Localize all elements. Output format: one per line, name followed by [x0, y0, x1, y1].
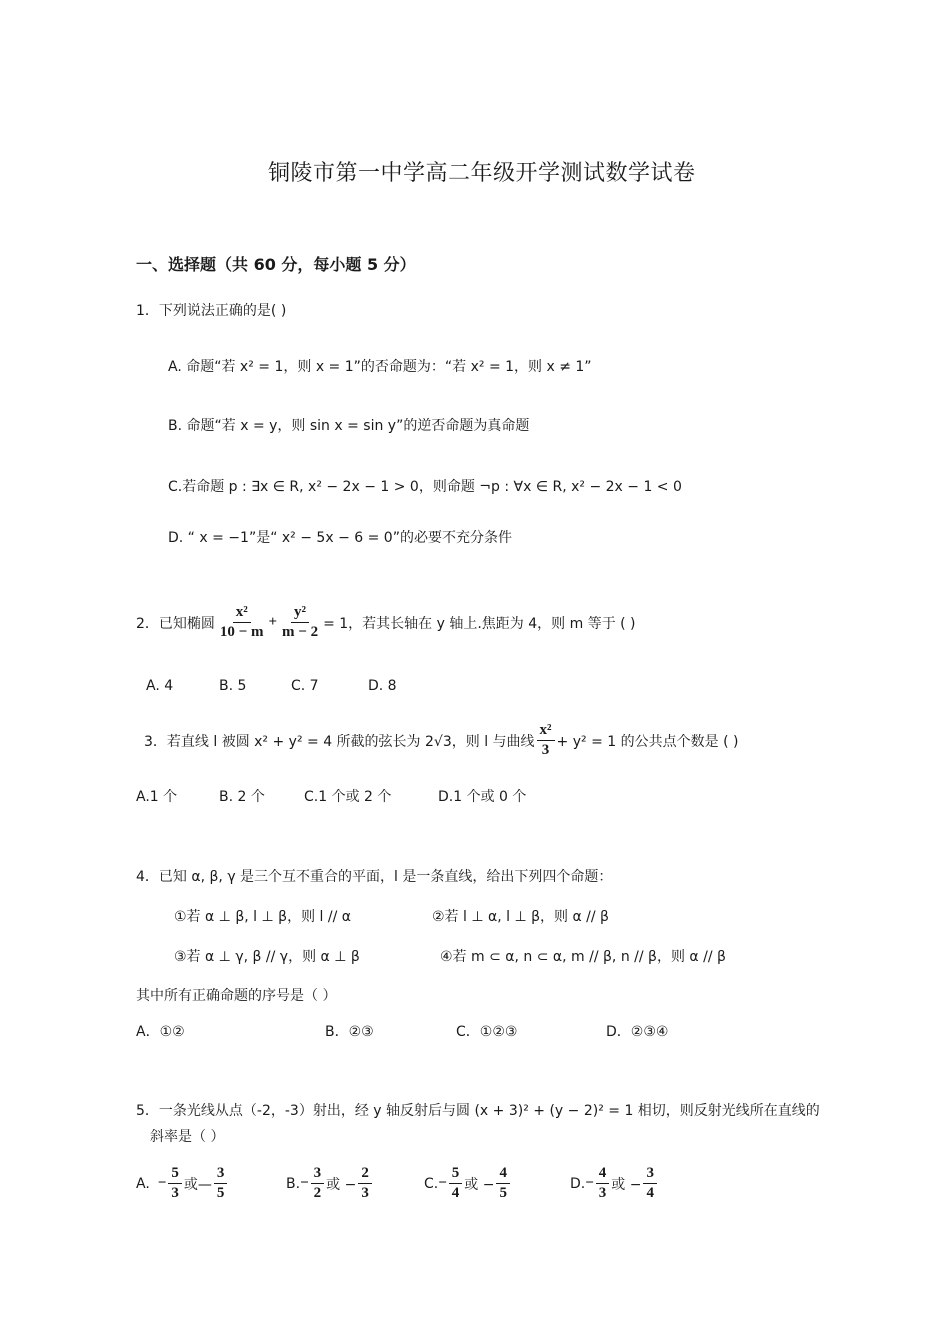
q5-a-frac-1 [168, 1165, 182, 1203]
q4-stem: 4．已知 α, β, γ 是三个互不重合的平面，l 是一条直线，给出下列四个命题： [136, 869, 613, 885]
q5-c-n1: 5 [449, 1165, 463, 1184]
q5-stem-line1: 5．一条光线从点（-2，-3）射出，经 y 轴反射后与圆 (x + 3)² + (y − 2)² = 1 相切，则反射光线所在直线的 [136, 1103, 820, 1119]
q2-suffix: = 1，若其长轴在 y 轴上.焦距为 4，则 m 等于 ( ) [323, 615, 636, 632]
q5-a-frac-2 [214, 1165, 228, 1203]
q5-c-d1: 4 [451, 1185, 460, 1202]
q4-proposition-2: ②若 l ⊥ α, l ⊥ β，则 α // β [432, 909, 609, 925]
q5-a-d2: 5 [216, 1185, 225, 1202]
q5-option-d [570, 1165, 659, 1203]
q2-option-c: C. 7 [291, 678, 319, 694]
q2-option-d: D. 8 [368, 678, 397, 694]
q5-c-frac-1 [449, 1165, 463, 1203]
q5-d-frac-2 [643, 1165, 657, 1203]
q5-c-d2: 5 [499, 1185, 507, 1202]
q4-question: 其中所有正确命题的序号是（ ） [136, 988, 337, 1004]
q4-proposition-4: ④若 m ⊂ α, n ⊂ α, m // β, n // β，则 α // β [440, 949, 726, 965]
q3-f-denominator: 3 [541, 742, 550, 759]
q2-plus: + [268, 614, 278, 631]
q5-d-label: D. [570, 1175, 586, 1192]
q5-b-d2: 3 [361, 1185, 369, 1202]
q5-c-frac-2 [496, 1165, 510, 1203]
q5-d-n2: 3 [643, 1165, 657, 1184]
q5-option-c [424, 1165, 512, 1203]
q3-fraction [537, 722, 555, 760]
q5-b-n2: 2 [358, 1165, 372, 1184]
q5-c-label: C. [424, 1175, 439, 1192]
q4-option-a: A．①② [136, 1024, 185, 1040]
q5-c-n2: 4 [496, 1165, 510, 1184]
q4-proposition-1: ①若 α ⊥ β, l ⊥ β，则 l // α [174, 909, 351, 925]
q5-d-frac-1 [596, 1165, 610, 1203]
q4-option-d: D．②③④ [606, 1024, 669, 1040]
q5-a-label: A. [136, 1175, 150, 1192]
q5-b-frac-1 [311, 1165, 325, 1203]
q5-a-or: 或— [183, 1176, 212, 1193]
q2-f2-denominator: m − 2 [282, 624, 319, 641]
q1-option-d: D. “ x = −1”是“ x² − 5x − 6 = 0”的必要不充分条件 [168, 530, 512, 546]
q5-a-n2: 3 [214, 1165, 228, 1184]
q5-d-d1: 3 [598, 1185, 607, 1202]
q5-a-n1: 5 [168, 1165, 182, 1184]
q3-option-d: D.1 个或 0 个 [438, 789, 527, 805]
q1-option-c: C.若命题 p : ∃x ∈ R, x² − 2x − 1 > 0，则命题 ¬p : ∀x ∈ R, x² − 2x − 1 < 0 [168, 479, 682, 495]
q3-option-a: A.1 个 [136, 789, 178, 805]
q3-f-numerator: x² [537, 722, 555, 741]
q2-option-b: B. 5 [219, 678, 247, 694]
q5-d-sign: − [585, 1175, 594, 1192]
q1-option-b: B. 命题“若 x = y，则 sin x = sin y”的逆否命题为真命题 [168, 418, 530, 434]
q5-option-a [136, 1165, 229, 1203]
q1-stem: 1．下列说法正确的是( ) [136, 303, 287, 319]
q5-b-n1: 3 [311, 1165, 325, 1184]
q2-fraction-2 [279, 604, 321, 642]
q5-b-or: 或 − [326, 1176, 357, 1193]
q5-c-sign: − [438, 1175, 447, 1192]
q2-f1-numerator: x² [233, 604, 251, 623]
section-heading: 一、选择题（共 60 分，每小题 5 分） [136, 255, 416, 274]
q1-option-a: A. 命题“若 x² = 1，则 x = 1”的否命题为：“若 x² = 1，则 x ≠ 1” [168, 359, 592, 375]
q4-option-b: B．②③ [325, 1024, 374, 1040]
q5-a-d1: 3 [171, 1185, 179, 1202]
q3-suffix: + y² = 1 的公共点个数是 ( ) [556, 733, 739, 750]
q3-stem [144, 722, 738, 760]
q2-option-a: A. 4 [146, 678, 174, 694]
q2-fraction-1 [217, 604, 267, 642]
q5-d-n1: 4 [596, 1165, 610, 1184]
exam-title: 铜陵市第一中学高二年级开学测试数学试卷 [268, 161, 696, 186]
q4-proposition-3: ③若 α ⊥ γ, β // γ，则 α ⊥ β [174, 949, 360, 965]
q5-c-or: 或 − [464, 1176, 495, 1193]
q5-b-label: B. [286, 1175, 301, 1192]
q5-stem-line2: 斜率是（ ） [150, 1129, 225, 1145]
q3-prefix: 3．若直线 l 被圆 x² + y² = 4 所截的弦长为 2√3，则 l 与曲线 [144, 733, 535, 750]
q5-option-b [286, 1165, 374, 1203]
q5-d-or: 或 − [611, 1176, 642, 1193]
q2-f1-denominator: 10 − m [219, 624, 264, 641]
q3-option-c: C.1 个或 2 个 [304, 789, 392, 805]
q2-f2-numerator: y² [291, 604, 309, 623]
q5-d-d2: 4 [646, 1185, 654, 1202]
q5-b-frac-2 [358, 1165, 372, 1203]
q5-b-sign: − [300, 1175, 309, 1192]
q3-option-b: B. 2 个 [219, 789, 265, 805]
q4-option-c: C．①②③ [456, 1024, 518, 1040]
q5-b-d1: 2 [313, 1185, 322, 1202]
q2-prefix: 2．已知椭圆 [136, 615, 215, 632]
q2-stem [136, 604, 636, 642]
q5-a-sign: − [157, 1175, 167, 1192]
